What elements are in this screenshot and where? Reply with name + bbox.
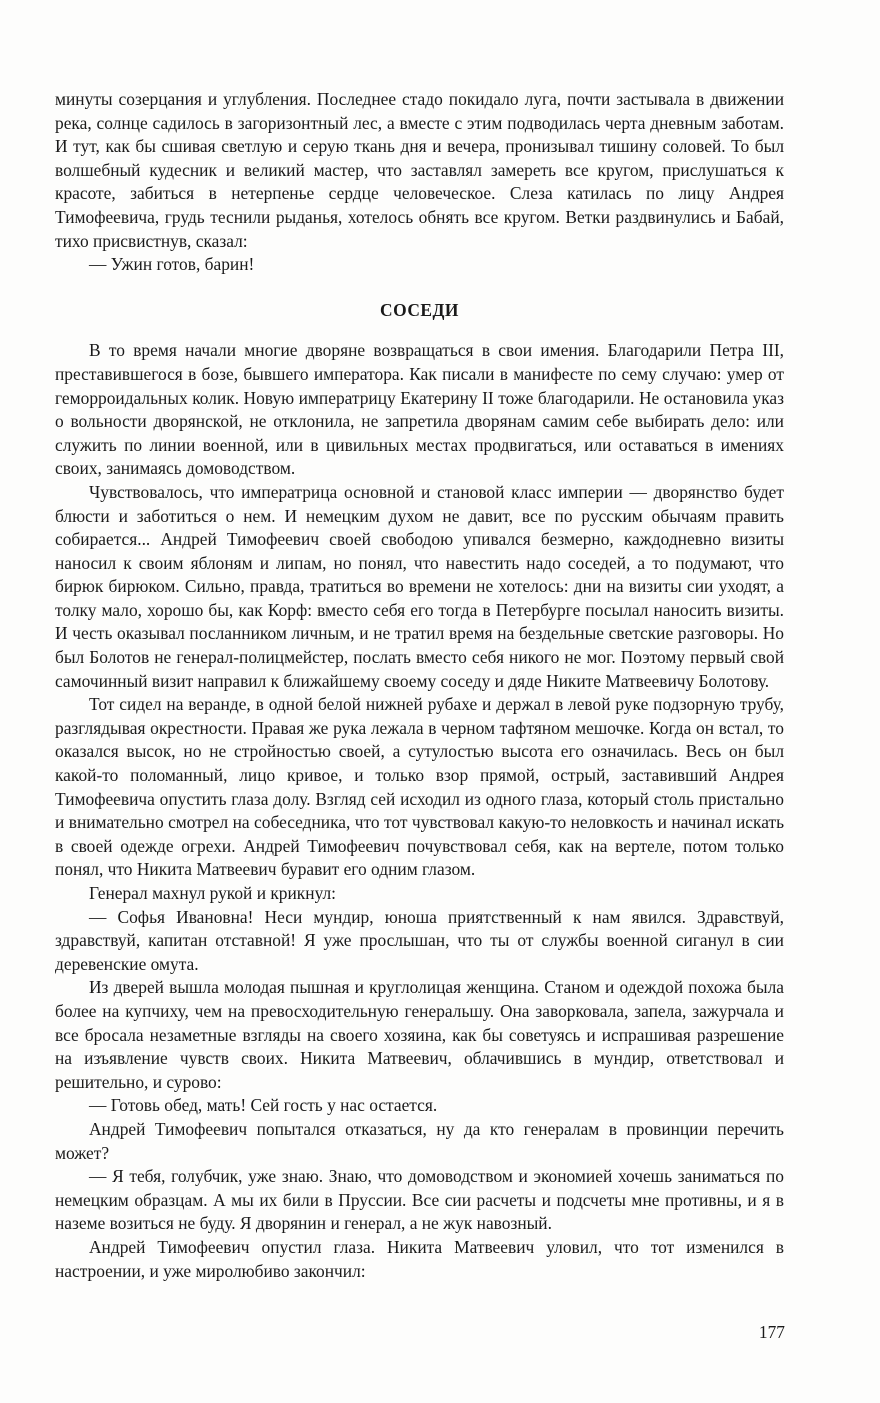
paragraph: Из дверей вышла молодая пышная и круглолицая женщина. Станом и одеждой похожа была более на купчиху, чем на превосходительную генеральшу. Она заворковала, запела, зажурчала и все бросала незаметные взгляды на своего хозяина, как бы советуясь и испрашивая разрешение на изъявление чувств своих. Никита Матвеевич, облачившись в мундир, ответствовал и решительно, и сурово: bbox=[55, 977, 784, 1092]
page-text bbox=[55, 88, 784, 1283]
paragraph: Андрей Тимофеевич опустил глаза. Никита Матвеевич уловил, что тот изменился в настроении, и уже миролюбиво закончил: bbox=[55, 1236, 784, 1281]
paragraph: Андрей Тимофеевич попытался отказаться, ну да кто генералам в провинции перечить может? bbox=[55, 1118, 784, 1163]
paragraph: минуты созерцания и углубления. Последнее стадо покидало луга, почти застывала в движении река, солнце садилось в загоризонтный лес, а вместе с этим подводилась черта дневным заботам. И тут, как бы сшивая светлую и серую ткань дня и вечера, пронизывал тишину соловей. То был волшебный кудесник и великий мастер, что заставлял замереть все кругом, прислушаться к красоте, забиться в нетерпенье сердце человеческое. Слеза катилась по лицу Андрея Тимофеевича, грудь теснили рыданья, хотелось обнять все кругом. Ветки раздвинулись и Бабай, тихо присвистнув, сказал: bbox=[55, 89, 784, 251]
paragraph: Генерал махнул рукой и крикнул: bbox=[89, 883, 337, 903]
paragraph: — Готовь обед, мать! Сей гость у нас остается. bbox=[89, 1095, 438, 1116]
paragraph: — Ужин готов, барин! bbox=[89, 254, 255, 275]
paragraph: Тот сидел на веранде, в одной белой нижней рубахе и держал в левой руке подзорную трубу, разглядывая окрестности. Правая же рука лежала в черном тафтяном мешочке. Когда он встал, то оказался высок, но не стройностью своей, а сутулостью высота его означилась. Весь он был какой-то поломанный, лицо кривое, и только взор прямой, острый, заставивший Андрея Тимофеевича опустить глаза долу. Взгляд сей исходил из одного глаза, который столь пристально и внимательно смотрел на собеседника, что тот чувствовал какую-то неловкость и начинал искать в своей одежде огрехи. Андрей Тимофеевич почувствовал себя, как на вертеле, потом только понял, что Никита Матвеевич буравит его одним глазом. bbox=[55, 694, 784, 880]
paragraph: Чувствовалось, что императрица основной и становой класс империи — дворянство будет блюсти и заботиться о нем. И немецким духом не давит, все по русским обычаям править собирается... Андрей Тимофеевич своей свободою упивался безмерно, каждодневно визиты наносил к своим яблоням и липам, но понял, что навестить надо соседей, а то подумают, что бирюк бирюком. Сильно, правда, тратиться во времени не хотелось: дни на визиты сии уходят, а толку мало, хорошо бы, как Корф: вместо себя его тогда в Петербурге посылал наносить визиты. И честь оказывал посланником личным, и не тратил время на бездельные светские разговоры. Но был Болотов не генерал-полицмейстер, послать вместо себя никого не мог. Поэтому первый свой самочинный визит направил к ближайшему своему соседу и дяде Никите Матвеевичу Болотову. bbox=[55, 481, 784, 691]
page-number: 177 bbox=[758, 1322, 785, 1342]
chapter-heading: СОСЕДИ bbox=[380, 299, 459, 320]
paragraph: — Я тебя, голубчик, уже знаю. Знаю, что домоводством и экономией хочешь заниматься по немецким образцам. А мы их били в Пруссии. Все сии расчеты и подсчеты мне противны, и я в наземе возиться не буду. Я дворянин и генерал, а не жук навозный. bbox=[55, 1166, 784, 1234]
paragraph: В то время начали многие дворяне возвращаться в свои имения. Благодарили Петра III, преставившегося в бозе, бывшего императора. Как писали в манифесте по сему случаю: умер от геморроидальных колик. Новую императрицу Екатерину II тоже благодарили. Не остановила указ о вольности дворянской, не отклонила, не запретила дворянам самим себе выбирать дело: или служить по линии военной, или в цивильных местах продвигаться, или оставаться в имениях своих, занимаясь домоводством. bbox=[55, 340, 784, 479]
paragraph: — Софья Ивановна! Неси мундир, юноша приятственный к нам явился. Здравствуй, здравствуй, капитан отставной! Я уже прослышан, что ты от службы военной сиганул в сии деревенские омута. bbox=[55, 906, 784, 974]
